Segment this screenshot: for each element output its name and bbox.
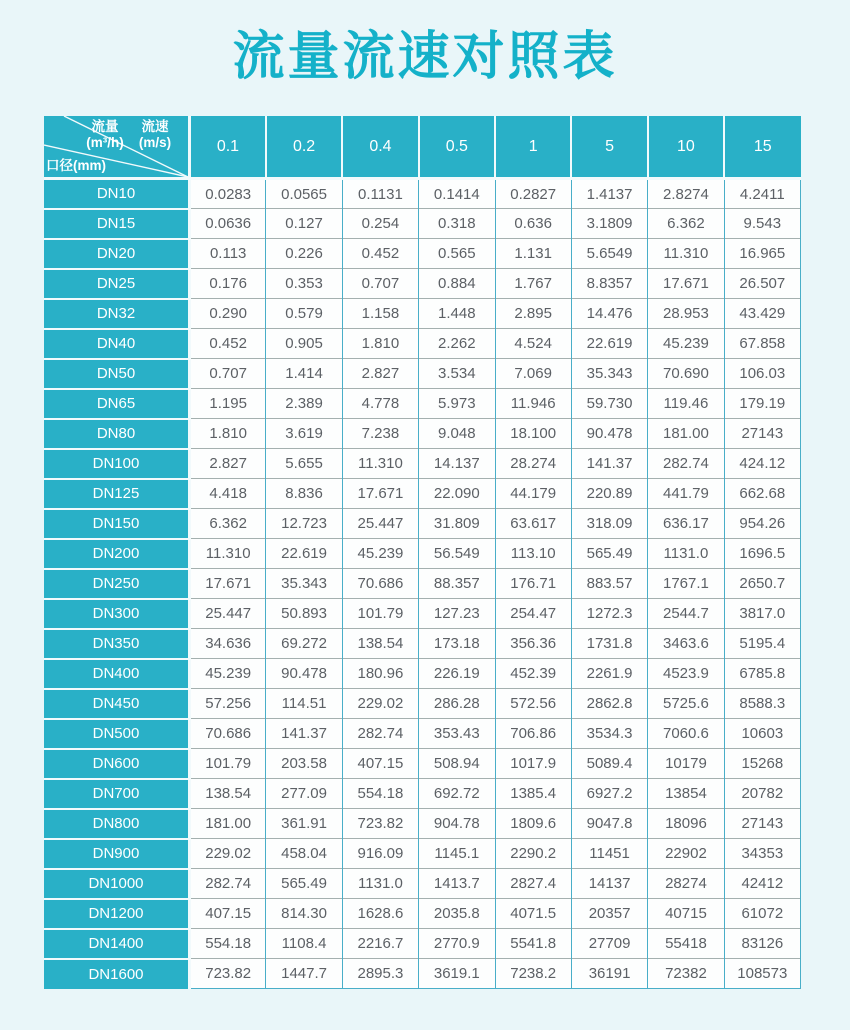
flow-value-cell: 282.74 xyxy=(342,719,418,749)
diameter-label-cell: DN200 xyxy=(44,539,190,569)
flow-value-cell: 10179 xyxy=(648,749,724,779)
flow-velocity-table xyxy=(44,116,801,989)
flow-value-cell: 0.176 xyxy=(190,269,266,299)
flow-value-cell: 1767.1 xyxy=(648,569,724,599)
flow-value-cell: 0.905 xyxy=(266,329,342,359)
table-row xyxy=(44,449,801,479)
table-row xyxy=(44,569,801,599)
diameter-label-cell: DN700 xyxy=(44,779,190,809)
diameter-label-cell: DN300 xyxy=(44,599,190,629)
flow-value-cell: 18.100 xyxy=(495,419,571,449)
table-row xyxy=(44,599,801,629)
flow-value-cell: 45.239 xyxy=(648,329,724,359)
table-row xyxy=(44,959,801,989)
flow-value-cell: 5541.8 xyxy=(495,929,571,959)
flow-value-cell: 11.946 xyxy=(495,389,571,419)
flow-value-cell: 70.686 xyxy=(342,569,418,599)
corner-header-cell xyxy=(44,116,190,179)
table-row xyxy=(44,839,801,869)
flow-value-cell: 34.636 xyxy=(190,629,266,659)
flow-value-cell: 203.58 xyxy=(266,749,342,779)
flow-value-cell: 0.127 xyxy=(266,209,342,239)
diameter-label-cell: DN20 xyxy=(44,239,190,269)
flow-value-cell: 6.362 xyxy=(648,209,724,239)
flow-value-cell: 22902 xyxy=(648,839,724,869)
flow-value-cell: 8.836 xyxy=(266,479,342,509)
flow-value-cell: 9047.8 xyxy=(571,809,647,839)
diameter-label-cell: DN10 xyxy=(44,179,190,209)
velocity-header-cell: 5 xyxy=(571,116,647,179)
flow-value-cell: 83126 xyxy=(724,929,800,959)
flow-value-cell: 56.549 xyxy=(419,539,495,569)
flow-value-cell: 57.256 xyxy=(190,689,266,719)
flow-value-cell: 3817.0 xyxy=(724,599,800,629)
flow-value-cell: 4.2411 xyxy=(724,179,800,209)
flow-value-cell: 31.809 xyxy=(419,509,495,539)
flow-value-cell: 2035.8 xyxy=(419,899,495,929)
table-row xyxy=(44,929,801,959)
diameter-label-cell: DN1600 xyxy=(44,959,190,989)
flow-value-cell: 0.226 xyxy=(266,239,342,269)
flow-value-cell: 0.452 xyxy=(190,329,266,359)
flow-value-cell: 70.690 xyxy=(648,359,724,389)
flow-value-cell: 45.239 xyxy=(342,539,418,569)
flow-value-cell: 141.37 xyxy=(571,449,647,479)
diameter-label-cell: DN800 xyxy=(44,809,190,839)
flow-value-cell: 814.30 xyxy=(266,899,342,929)
flow-value-cell: 3.534 xyxy=(419,359,495,389)
flow-value-cell: 28.274 xyxy=(495,449,571,479)
flow-unit-text: (m³/h) xyxy=(86,134,124,150)
diameter-label-cell: DN100 xyxy=(44,449,190,479)
flow-value-cell: 1.448 xyxy=(419,299,495,329)
flow-value-cell: 7.238 xyxy=(342,419,418,449)
flow-value-cell: 3619.1 xyxy=(419,959,495,989)
flow-value-cell: 67.858 xyxy=(724,329,800,359)
table-row xyxy=(44,329,801,359)
flow-value-cell: 706.86 xyxy=(495,719,571,749)
flow-value-cell: 0.707 xyxy=(342,269,418,299)
velocity-header-row xyxy=(44,116,801,179)
diameter-label-cell: DN1400 xyxy=(44,929,190,959)
flow-value-cell: 27709 xyxy=(571,929,647,959)
flow-value-cell: 11451 xyxy=(571,839,647,869)
flow-value-cell: 0.0636 xyxy=(190,209,266,239)
flow-value-cell: 27143 xyxy=(724,419,800,449)
velocity-unit-text: (m/s) xyxy=(138,134,172,150)
flow-value-cell: 1108.4 xyxy=(266,929,342,959)
flow-value-cell: 1131.0 xyxy=(342,869,418,899)
table-row xyxy=(44,899,801,929)
flow-value-cell: 4.524 xyxy=(495,329,571,359)
diameter-label-cell: DN400 xyxy=(44,659,190,689)
diameter-label-cell: DN900 xyxy=(44,839,190,869)
flow-value-cell: 723.82 xyxy=(342,809,418,839)
flow-value-cell: 353.43 xyxy=(419,719,495,749)
flow-value-cell: 2.8274 xyxy=(648,179,724,209)
flow-value-cell: 662.68 xyxy=(724,479,800,509)
flow-value-cell: 6785.8 xyxy=(724,659,800,689)
table-row xyxy=(44,779,801,809)
corner-velocity-label xyxy=(125,119,185,150)
flow-value-cell: 11.310 xyxy=(190,539,266,569)
flow-value-cell: 45.239 xyxy=(190,659,266,689)
flow-value-cell: 904.78 xyxy=(419,809,495,839)
flow-value-cell: 0.1131 xyxy=(342,179,418,209)
flow-value-cell: 458.04 xyxy=(266,839,342,869)
flow-value-cell: 2.827 xyxy=(190,449,266,479)
table-row xyxy=(44,389,801,419)
velocity-header-cell: 10 xyxy=(648,116,724,179)
flow-value-cell: 101.79 xyxy=(190,749,266,779)
flow-value-cell: 229.02 xyxy=(342,689,418,719)
diameter-label-cell: DN80 xyxy=(44,419,190,449)
flow-value-cell: 0.636 xyxy=(495,209,571,239)
flow-value-cell: 35.343 xyxy=(266,569,342,599)
flow-value-cell: 106.03 xyxy=(724,359,800,389)
flow-value-cell: 22.619 xyxy=(266,539,342,569)
flow-value-cell: 15268 xyxy=(724,749,800,779)
table-row xyxy=(44,419,801,449)
flow-value-cell: 1.195 xyxy=(190,389,266,419)
flow-value-cell: 318.09 xyxy=(571,509,647,539)
flow-value-cell: 1413.7 xyxy=(419,869,495,899)
flow-value-cell: 226.19 xyxy=(419,659,495,689)
flow-value-cell: 0.452 xyxy=(342,239,418,269)
flow-value-cell: 0.0565 xyxy=(266,179,342,209)
flow-value-cell: 2.389 xyxy=(266,389,342,419)
flow-value-cell: 113.10 xyxy=(495,539,571,569)
flow-value-cell: 4.778 xyxy=(342,389,418,419)
flow-value-cell: 141.37 xyxy=(266,719,342,749)
flow-value-cell: 554.18 xyxy=(342,779,418,809)
flow-value-cell: 636.17 xyxy=(648,509,724,539)
flow-value-cell: 1.131 xyxy=(495,239,571,269)
flow-value-cell: 28.953 xyxy=(648,299,724,329)
diameter-label-cell: DN1200 xyxy=(44,899,190,929)
flow-value-cell: 55418 xyxy=(648,929,724,959)
flow-value-cell: 50.893 xyxy=(266,599,342,629)
flow-value-cell: 11.310 xyxy=(342,449,418,479)
diameter-label-cell: DN40 xyxy=(44,329,190,359)
flow-value-cell: 1.158 xyxy=(342,299,418,329)
table-row xyxy=(44,809,801,839)
flow-value-cell: 2770.9 xyxy=(419,929,495,959)
flow-value-cell: 17.671 xyxy=(342,479,418,509)
table-row xyxy=(44,869,801,899)
diameter-label-cell: DN65 xyxy=(44,389,190,419)
flow-value-cell: 13854 xyxy=(648,779,724,809)
flow-value-cell: 8588.3 xyxy=(724,689,800,719)
flow-value-cell: 692.72 xyxy=(419,779,495,809)
flow-value-cell: 361.91 xyxy=(266,809,342,839)
flow-value-cell: 0.1414 xyxy=(419,179,495,209)
flow-value-cell: 6.362 xyxy=(190,509,266,539)
flow-value-cell: 7.069 xyxy=(495,359,571,389)
flow-value-cell: 4523.9 xyxy=(648,659,724,689)
flow-value-cell: 2.827 xyxy=(342,359,418,389)
flow-value-cell: 723.82 xyxy=(190,959,266,989)
flow-value-cell: 5.6549 xyxy=(571,239,647,269)
flow-value-cell: 35.343 xyxy=(571,359,647,389)
flow-value-cell: 17.671 xyxy=(648,269,724,299)
flow-value-cell: 1.414 xyxy=(266,359,342,389)
flow-value-cell: 26.507 xyxy=(724,269,800,299)
flow-value-cell: 40715 xyxy=(648,899,724,929)
diameter-label-cell: DN50 xyxy=(44,359,190,389)
flow-value-cell: 14.137 xyxy=(419,449,495,479)
flow-value-cell: 9.543 xyxy=(724,209,800,239)
diameter-label-cell: DN32 xyxy=(44,299,190,329)
flow-value-cell: 22.090 xyxy=(419,479,495,509)
flow-value-cell: 4071.5 xyxy=(495,899,571,929)
table-row xyxy=(44,509,801,539)
flow-value-cell: 20782 xyxy=(724,779,800,809)
table-body xyxy=(44,179,801,989)
flow-value-cell: 1731.8 xyxy=(571,629,647,659)
flow-value-cell: 88.357 xyxy=(419,569,495,599)
table-row xyxy=(44,689,801,719)
flow-value-cell: 572.56 xyxy=(495,689,571,719)
flow-table-container xyxy=(44,116,801,989)
flow-label-text: 流量 xyxy=(91,119,119,134)
flow-value-cell: 3.619 xyxy=(266,419,342,449)
flow-value-cell: 452.39 xyxy=(495,659,571,689)
flow-value-cell: 114.51 xyxy=(266,689,342,719)
flow-value-cell: 508.94 xyxy=(419,749,495,779)
flow-value-cell: 25.447 xyxy=(190,599,266,629)
flow-value-cell: 10603 xyxy=(724,719,800,749)
flow-value-cell: 356.36 xyxy=(495,629,571,659)
velocity-header-cell: 0.4 xyxy=(342,116,418,179)
flow-value-cell: 1385.4 xyxy=(495,779,571,809)
flow-value-cell: 16.965 xyxy=(724,239,800,269)
flow-value-cell: 181.00 xyxy=(648,419,724,449)
flow-value-cell: 229.02 xyxy=(190,839,266,869)
table-row xyxy=(44,359,801,389)
flow-value-cell: 282.74 xyxy=(190,869,266,899)
flow-value-cell: 7060.6 xyxy=(648,719,724,749)
flow-value-cell: 3534.3 xyxy=(571,719,647,749)
flow-value-cell: 61072 xyxy=(724,899,800,929)
flow-value-cell: 1131.0 xyxy=(648,539,724,569)
flow-value-cell: 1696.5 xyxy=(724,539,800,569)
flow-value-cell: 0.884 xyxy=(419,269,495,299)
flow-value-cell: 565.49 xyxy=(571,539,647,569)
flow-value-cell: 1272.3 xyxy=(571,599,647,629)
flow-value-cell: 407.15 xyxy=(190,899,266,929)
flow-value-cell: 127.23 xyxy=(419,599,495,629)
table-row xyxy=(44,479,801,509)
flow-value-cell: 90.478 xyxy=(571,419,647,449)
flow-value-cell: 70.686 xyxy=(190,719,266,749)
flow-value-cell: 9.048 xyxy=(419,419,495,449)
diameter-label-cell: DN125 xyxy=(44,479,190,509)
flow-value-cell: 180.96 xyxy=(342,659,418,689)
diameter-label-cell: DN150 xyxy=(44,509,190,539)
flow-value-cell: 14137 xyxy=(571,869,647,899)
flow-value-cell: 286.28 xyxy=(419,689,495,719)
flow-value-cell: 20357 xyxy=(571,899,647,929)
flow-value-cell: 3463.6 xyxy=(648,629,724,659)
flow-value-cell: 72382 xyxy=(648,959,724,989)
table-row xyxy=(44,659,801,689)
table-row xyxy=(44,239,801,269)
flow-value-cell: 17.671 xyxy=(190,569,266,599)
flow-value-cell: 2.895 xyxy=(495,299,571,329)
flow-value-cell: 1145.1 xyxy=(419,839,495,869)
flow-value-cell: 407.15 xyxy=(342,749,418,779)
velocity-header-cell: 15 xyxy=(724,116,800,179)
flow-value-cell: 0.565 xyxy=(419,239,495,269)
flow-value-cell: 22.619 xyxy=(571,329,647,359)
flow-value-cell: 2650.7 xyxy=(724,569,800,599)
table-row xyxy=(44,209,801,239)
flow-value-cell: 282.74 xyxy=(648,449,724,479)
flow-value-cell: 1017.9 xyxy=(495,749,571,779)
page-title: 流量流速对照表 xyxy=(232,28,618,86)
flow-value-cell: 69.272 xyxy=(266,629,342,659)
flow-value-cell: 44.179 xyxy=(495,479,571,509)
flow-value-cell: 173.18 xyxy=(419,629,495,659)
flow-value-cell: 18096 xyxy=(648,809,724,839)
flow-value-cell: 5725.6 xyxy=(648,689,724,719)
flow-value-cell: 0.254 xyxy=(342,209,418,239)
flow-value-cell: 441.79 xyxy=(648,479,724,509)
flow-value-cell: 0.707 xyxy=(190,359,266,389)
flow-value-cell: 138.54 xyxy=(342,629,418,659)
flow-value-cell: 181.00 xyxy=(190,809,266,839)
flow-value-cell: 0.2827 xyxy=(495,179,571,209)
flow-value-cell: 1.4137 xyxy=(571,179,647,209)
flow-value-cell: 90.478 xyxy=(266,659,342,689)
flow-value-cell: 6927.2 xyxy=(571,779,647,809)
diameter-label-cell: DN250 xyxy=(44,569,190,599)
flow-value-cell: 0.0283 xyxy=(190,179,266,209)
flow-value-cell: 0.290 xyxy=(190,299,266,329)
flow-value-cell: 42412 xyxy=(724,869,800,899)
flow-value-cell: 108573 xyxy=(724,959,800,989)
flow-value-cell: 101.79 xyxy=(342,599,418,629)
table-row xyxy=(44,629,801,659)
velocity-header-cell: 1 xyxy=(495,116,571,179)
flow-value-cell: 2544.7 xyxy=(648,599,724,629)
flow-value-cell: 28274 xyxy=(648,869,724,899)
flow-value-cell: 11.310 xyxy=(648,239,724,269)
flow-value-cell: 2216.7 xyxy=(342,929,418,959)
flow-value-cell: 1628.6 xyxy=(342,899,418,929)
flow-value-cell: 2261.9 xyxy=(571,659,647,689)
flow-value-cell: 424.12 xyxy=(724,449,800,479)
flow-value-cell: 954.26 xyxy=(724,509,800,539)
flow-value-cell: 1809.6 xyxy=(495,809,571,839)
flow-value-cell: 220.89 xyxy=(571,479,647,509)
flow-value-cell: 0.353 xyxy=(266,269,342,299)
flow-value-cell: 0.113 xyxy=(190,239,266,269)
table-row xyxy=(44,719,801,749)
diameter-label-cell: DN600 xyxy=(44,749,190,779)
flow-value-cell: 34353 xyxy=(724,839,800,869)
flow-value-cell: 176.71 xyxy=(495,569,571,599)
velocity-header-cell: 0.1 xyxy=(190,116,266,179)
flow-value-cell: 277.09 xyxy=(266,779,342,809)
flow-value-cell: 3.1809 xyxy=(571,209,647,239)
flow-value-cell: 138.54 xyxy=(190,779,266,809)
flow-value-cell: 25.447 xyxy=(342,509,418,539)
flow-value-cell: 1447.7 xyxy=(266,959,342,989)
diameter-label-cell: DN1000 xyxy=(44,869,190,899)
flow-value-cell: 916.09 xyxy=(342,839,418,869)
flow-value-cell: 1.810 xyxy=(342,329,418,359)
flow-value-cell: 2290.2 xyxy=(495,839,571,869)
flow-value-cell: 1.767 xyxy=(495,269,571,299)
diameter-label-cell: DN450 xyxy=(44,689,190,719)
flow-value-cell: 5195.4 xyxy=(724,629,800,659)
flow-value-cell: 12.723 xyxy=(266,509,342,539)
table-row xyxy=(44,179,801,209)
flow-value-cell: 27143 xyxy=(724,809,800,839)
flow-value-cell: 883.57 xyxy=(571,569,647,599)
diameter-label-cell: DN15 xyxy=(44,209,190,239)
table-row xyxy=(44,269,801,299)
flow-value-cell: 0.579 xyxy=(266,299,342,329)
flow-value-cell: 2895.3 xyxy=(342,959,418,989)
diameter-label-cell: DN500 xyxy=(44,719,190,749)
flow-value-cell: 5.973 xyxy=(419,389,495,419)
flow-value-cell: 2827.4 xyxy=(495,869,571,899)
flow-value-cell: 0.318 xyxy=(419,209,495,239)
flow-value-cell: 5.655 xyxy=(266,449,342,479)
flow-value-cell: 5089.4 xyxy=(571,749,647,779)
velocity-label-text: 流速 xyxy=(141,119,169,134)
flow-value-cell: 8.8357 xyxy=(571,269,647,299)
flow-value-cell: 7238.2 xyxy=(495,959,571,989)
flow-value-cell: 36191 xyxy=(571,959,647,989)
flow-value-cell: 2862.8 xyxy=(571,689,647,719)
table-row xyxy=(44,299,801,329)
table-row xyxy=(44,749,801,779)
flow-value-cell: 554.18 xyxy=(190,929,266,959)
flow-value-cell: 565.49 xyxy=(266,869,342,899)
flow-value-cell: 119.46 xyxy=(648,389,724,419)
flow-value-cell: 63.617 xyxy=(495,509,571,539)
flow-value-cell: 43.429 xyxy=(724,299,800,329)
flow-value-cell: 14.476 xyxy=(571,299,647,329)
velocity-header-cell: 0.5 xyxy=(419,116,495,179)
diameter-label-cell: DN25 xyxy=(44,269,190,299)
velocity-header-cell: 0.2 xyxy=(266,116,342,179)
table-row xyxy=(44,539,801,569)
diameter-label-cell: DN350 xyxy=(44,629,190,659)
flow-value-cell: 4.418 xyxy=(190,479,266,509)
flow-value-cell: 2.262 xyxy=(419,329,495,359)
corner-diameter-label: 口径(mm) xyxy=(46,158,106,174)
flow-value-cell: 179.19 xyxy=(724,389,800,419)
flow-value-cell: 59.730 xyxy=(571,389,647,419)
flow-value-cell: 1.810 xyxy=(190,419,266,449)
flow-value-cell: 254.47 xyxy=(495,599,571,629)
